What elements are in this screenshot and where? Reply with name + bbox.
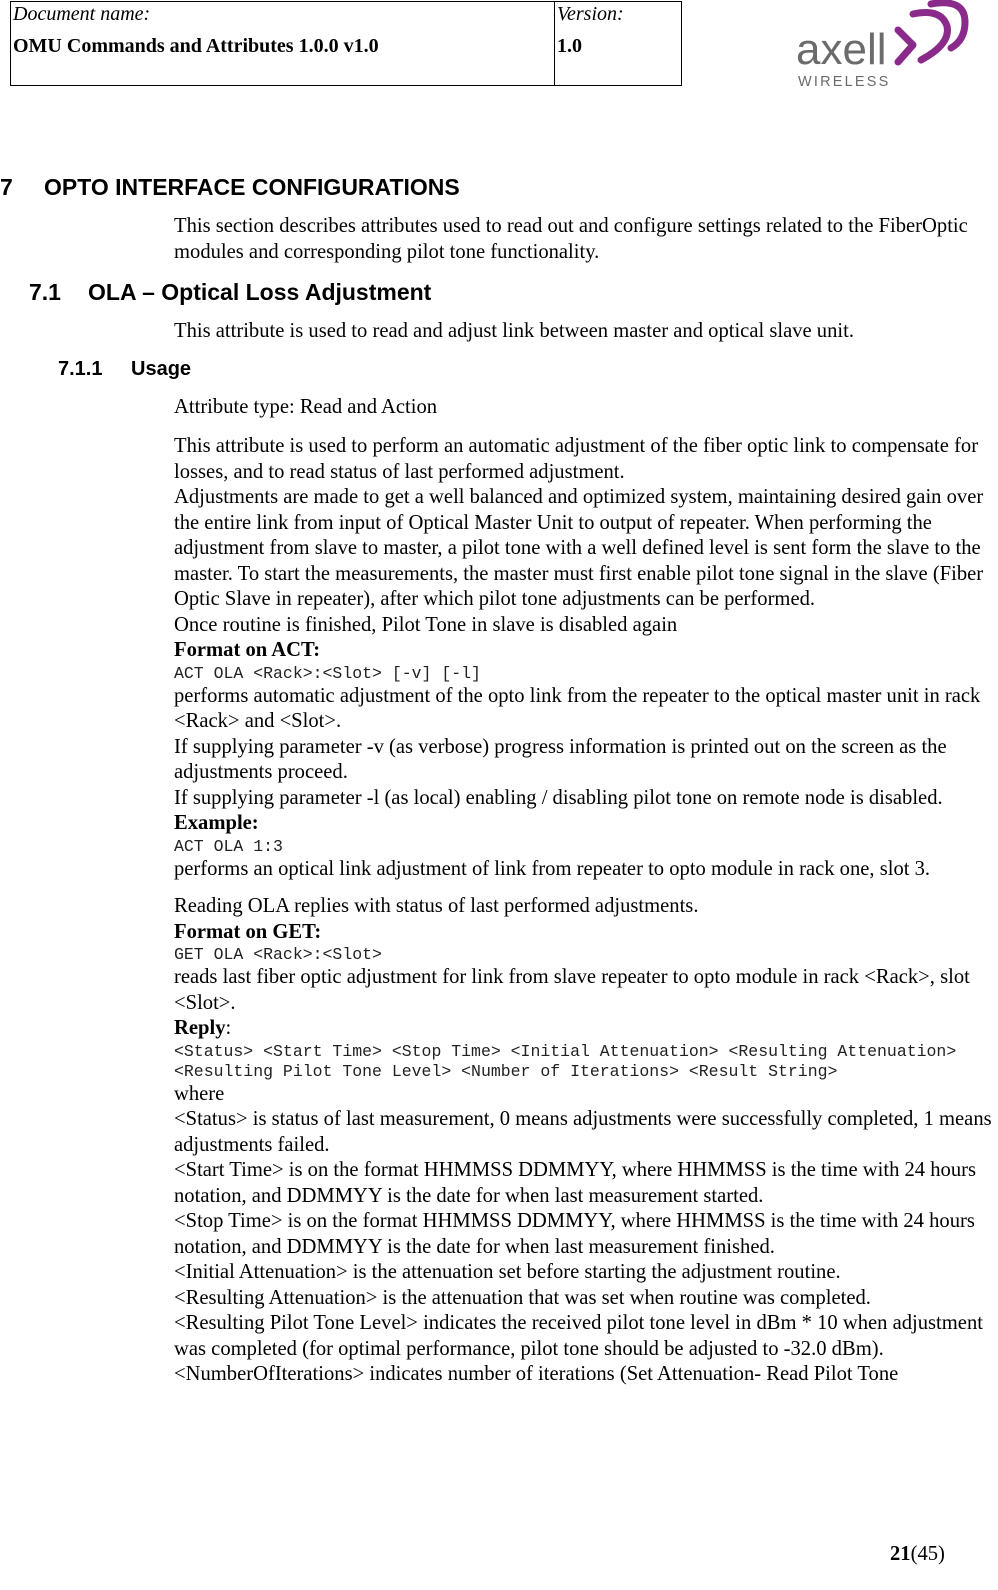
page-number	[890, 1543, 945, 1566]
act-description: performs automatic adjustment of the opto link from the repeater to the optical master unit in rack <Rack> and <Slot>.	[174, 684, 981, 732]
pilot-tone-description: <Resulting Pilot Tone Level> indicates the received pilot tone level in dBm * 10 when adjustment was completed (for optimal performance, pilot tone should be adjusted to -32.0 dBm).	[174, 1312, 983, 1360]
stop-time-description: <Stop Time> is on the format HHMMSS DDMMYY, where HHMMSS is the time with 24 hours notation, and DDMMYY is the date for when last measurement finished.	[174, 1210, 975, 1258]
section-7-number: 7	[0, 174, 13, 200]
resulting-attenuation-description: <Resulting Attenuation> is the attenuation that was set when routine was completed.	[174, 1286, 871, 1309]
attribute-type-text: Attribute type: Read and Action	[174, 396, 438, 418]
section-7-1-1-number: 7.1.1	[58, 358, 103, 380]
section-7-1-title: OLA – Optical Loss Adjustment	[88, 279, 432, 305]
initial-attenuation-description: <Initial Attenuation> is the attenuation set before starting the adjustment routine.	[174, 1261, 841, 1283]
status-description: <Status> is status of last measurement, 0 means adjustments were successfully completed, 1 means adjustments failed.	[174, 1108, 992, 1156]
usage-para-2: Adjustments are made to get a well balanced and optimized system, maintaining desired gain over the entire link from input of Optical Master Unit to output of repeater. When performing the adjustment from slave to master, a pilot tone with a well defined level is sent form the slave to the master. To start the measurements, the master must first enable pilot tone signal in the slave (Fiber Optic Slave in repeater), after which pilot tone adjustments can be performed.	[174, 486, 984, 610]
reply-colon: :	[225, 1017, 232, 1039]
usage-para-3: Once routine is finished, Pilot Tone in slave is disabled again	[174, 613, 678, 636]
where-text: where	[174, 1082, 225, 1105]
start-time-description: <Start Time> is on the format HHMMSS DDMMYY, where HHMMSS is the time with 24 hours notation, and DDMMYY is the date for when last measurement started.	[174, 1159, 977, 1207]
section-7-1-intro-text: This attribute is used to read and adjust link between master and optical slave unit.	[174, 320, 854, 342]
reply-code: <Status> <Start Time> <Stop Time> <Initial Attenuation> <Resulting Attenuation> <Resulting Pilot Tone Level> <Number of Iterations> <Result String>	[174, 1041, 957, 1081]
usage-para-1: This attribute is used to perform an automatic adjustment of the fiber optic link to compensate for losses, and to read status of last performed adjustment.	[174, 435, 979, 483]
logo-chevron-1	[898, 30, 913, 62]
logo-chevron-2	[913, 13, 947, 61]
section-7-1-1-heading	[58, 358, 192, 381]
example-description: performs an optical link adjustment of link from repeater to opto module in rack one, slot 3.	[174, 857, 931, 880]
section-7-intro-text: This section describes attributes used to read out and configure settings related to the FiberOptic modules and corresponding pilot tone functionality.	[174, 215, 968, 263]
section-7-1-intro	[174, 319, 994, 345]
get-description: reads last fiber optic adjustment for link from slave repeater to opto module in rack <Rack>, slot <Slot>.	[174, 966, 970, 1014]
logo-subtext: WIRELESS	[798, 74, 891, 90]
axell-wireless-logo	[793, 0, 973, 92]
document-name-cell	[11, 2, 555, 85]
document-name-value: OMU Commands and Attributes 1.0.0 v1.0	[13, 35, 379, 57]
page-total: (45)	[910, 1543, 945, 1565]
reply-line	[174, 1016, 994, 1042]
page-current: 21	[890, 1543, 911, 1565]
local-description: If supplying parameter -l (as local) enabling / disabling pilot tone on remote node is disabled.	[174, 786, 943, 809]
reading-description: Reading OLA replies with status of last performed adjustments.	[174, 895, 699, 917]
version-value: 1.0	[557, 35, 582, 57]
format-get-code: GET OLA <Rack>:<Slot>	[174, 945, 382, 964]
section-7-title: OPTO INTERFACE CONFIGURATIONS	[44, 174, 460, 200]
iterations-description: <NumberOfIterations> indicates number of iterations (Set Attenuation- Read Pilot Tone	[174, 1363, 899, 1385]
reply-label: Reply	[174, 1017, 226, 1039]
format-get-label: Format on GET:	[174, 920, 322, 943]
section-7-1-1-title: Usage	[131, 358, 192, 380]
format-act-code: ACT OLA <Rack>:<Slot> [-v] [-l]	[174, 663, 481, 683]
version-cell	[555, 2, 681, 85]
example-code: ACT OLA 1:3	[174, 836, 283, 856]
usage-body	[174, 434, 994, 1388]
section-7-intro	[174, 214, 994, 265]
attribute-type	[174, 395, 994, 421]
version-label: Version:	[557, 3, 624, 25]
logo-text: axell	[796, 25, 887, 74]
example-label: Example:	[174, 812, 259, 834]
section-7-1-heading	[29, 279, 432, 306]
format-act-label: Format on ACT:	[174, 639, 321, 661]
document-header-table	[10, 1, 682, 86]
section-7-1-number: 7.1	[29, 279, 61, 305]
document-name-label: Document name:	[13, 3, 151, 25]
verbose-description: If supplying parameter -v (as verbose) progress information is printed out on the screen as the adjustments proceed.	[174, 735, 947, 783]
